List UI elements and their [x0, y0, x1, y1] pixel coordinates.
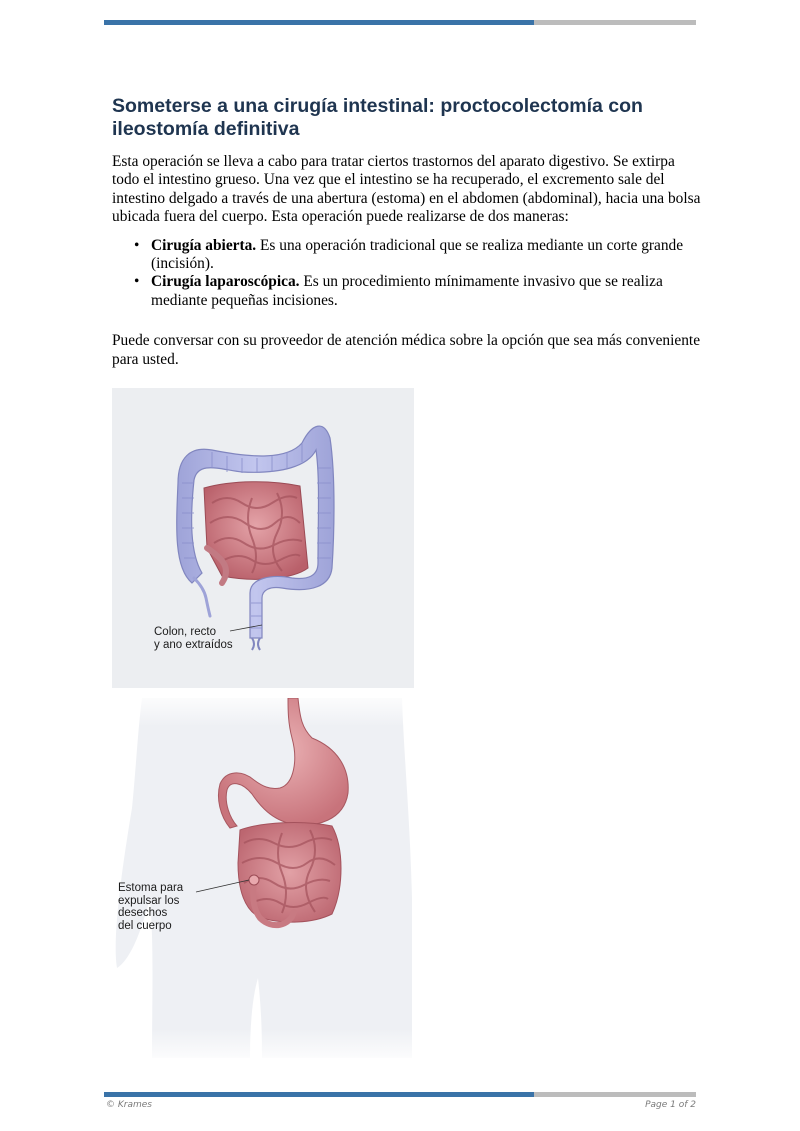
label-line: Estoma para	[118, 882, 184, 894]
surgery-methods-list	[134, 237, 702, 311]
list-item-laparoscopic-surgery	[134, 273, 702, 310]
list-item-open-surgery	[134, 237, 702, 274]
body-stoma-illustration-icon	[112, 698, 420, 1058]
label-line: y ano extraídos	[154, 638, 233, 651]
method-term: Cirugía laparoscópica.	[151, 273, 300, 291]
footer-copyright: © Krames	[106, 1100, 152, 1110]
label-line: del cuerpo	[118, 919, 172, 932]
footer-bar-secondary	[534, 1092, 696, 1097]
article	[112, 95, 702, 379]
method-term: Cirugía abierta.	[151, 236, 257, 254]
colon-removed-illustration	[112, 388, 414, 688]
label-line: expulsar los	[118, 894, 180, 907]
footer-progress-bar	[104, 1092, 696, 1097]
page-title: Someterse a una cirugía intestinal: proctocolectomía con ileostomía definitiva	[112, 95, 643, 140]
method-description: Es una operación tradicional que se realiza mediante un corte grande (incisión).	[151, 236, 684, 273]
method-description: Es un procedimiento mínimamente invasivo que se realiza mediante pequeñas incisiones.	[151, 273, 663, 309]
stoma-illustration	[112, 698, 420, 1058]
bullet-icon: •	[134, 273, 140, 291]
header-progress-bar	[104, 20, 696, 25]
closing-paragraph: Puede conversar con su proveedor de atención médica sobre la opción que sea más conveniente para usted.	[112, 332, 701, 368]
label-line: Colon, recto	[154, 626, 217, 638]
bullet-icon: •	[134, 236, 140, 254]
header-bar-secondary	[534, 20, 696, 25]
header-bar-primary	[104, 20, 534, 25]
footer-page-number: Page 1 of 2	[645, 1100, 696, 1110]
label-line: desechos	[118, 907, 168, 919]
intro-paragraph: Esta operación se lleva a cabo para tratar ciertos trastornos del aparato digestivo. Se extirpa todo el intestino grueso. Una vez que el intestino se ha recuperado, el excremento sale del intestino delgado a través de una abertura (estoma) en el abdomen (abdominal), hacia una bolsa ubicada fuera del cuerpo. Esta operación puede realizarse de dos maneras:	[112, 153, 701, 226]
footer-bar-primary	[104, 1092, 534, 1097]
colon-removed-label	[154, 626, 233, 651]
stoma-label	[118, 882, 183, 932]
